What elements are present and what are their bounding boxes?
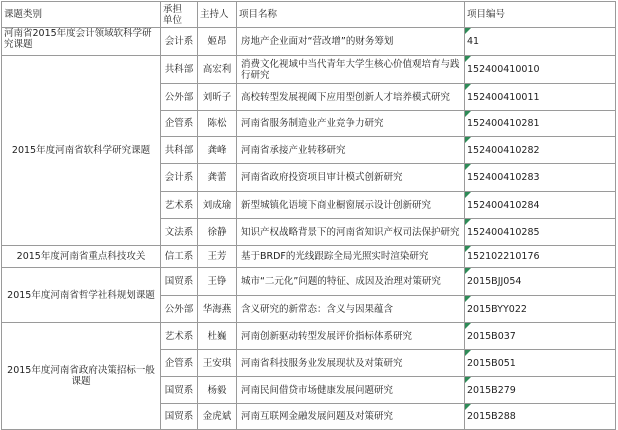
code-cell: 2015B037 (465, 323, 616, 350)
code-cell: 2015BJJ054 (465, 268, 616, 296)
title-cell: 河南省政府投资项目审计模式创新研究 (237, 164, 465, 192)
host-cell: 金虎斌 (198, 404, 237, 430)
table-row (2, 28, 616, 56)
code-cell: 2015B279 (465, 377, 616, 404)
host-cell: 姬昂 (198, 28, 237, 56)
host-cell: 杜巍 (198, 323, 237, 350)
unit-cell: 企管系 (161, 350, 198, 377)
category-cell: 2015年度河南省政府决策招标一般课题 (2, 323, 161, 430)
title-cell: 新型城镇化语境下商业橱窗展示设计创新研究 (237, 192, 465, 219)
unit-cell: 国贸系 (161, 268, 198, 296)
title-cell: 房地产企业面对“营改增”的财务筹划 (237, 28, 465, 56)
title-cell: 河南省承接产业转移研究 (237, 137, 465, 164)
title-cell: 河南互联网金融发展问题及对策研究 (237, 404, 465, 430)
unit-cell: 公外部 (161, 84, 198, 111)
host-cell: 华海燕 (198, 296, 237, 323)
code-cell: 2015B288 (465, 404, 616, 430)
host-cell: 龚峰 (198, 137, 237, 164)
header-code: 项目编号 (465, 2, 616, 28)
unit-cell: 共科部 (161, 56, 198, 84)
code-cell: 2015BYY022 (465, 296, 616, 323)
unit-cell: 会计系 (161, 28, 198, 56)
category-cell: 2015年度河南省哲学社科规划课题 (2, 268, 161, 323)
header-unit: 承担 单位 (161, 2, 198, 28)
title-cell: 河南省科技服务业发展现状及对策研究 (237, 350, 465, 377)
unit-cell: 会计系 (161, 164, 198, 192)
host-cell: 龚蕾 (198, 164, 237, 192)
host-cell: 高宏利 (198, 56, 237, 84)
code-cell: 152400410282 (465, 137, 616, 164)
header-row (2, 2, 616, 28)
unit-cell: 文法系 (161, 219, 198, 246)
host-cell: 刘昕子 (198, 84, 237, 111)
title-cell: 城市“二元化”问题的特征、成因及治理对策研究 (237, 268, 465, 296)
code-cell: 152400410284 (465, 192, 616, 219)
title-cell: 河南创新驱动转型发展评价指标体系研究 (237, 323, 465, 350)
code-cell: 152400410285 (465, 219, 616, 246)
title-cell: 基于BRDF的光线跟踪全局光照实时渲染研究 (237, 246, 465, 268)
table-row (2, 56, 616, 84)
title-cell: 高校转型发展视阈下应用型创新人才培养模式研究 (237, 84, 465, 111)
unit-cell: 国贸系 (161, 404, 198, 430)
unit-cell: 艺术系 (161, 192, 198, 219)
category-cell: 河南省2015年度会计领域软科学研究课题 (2, 28, 161, 56)
title-cell: 河南省服务制造业产业竞争力研究 (237, 111, 465, 137)
unit-cell: 公外部 (161, 296, 198, 323)
host-cell: 徐静 (198, 219, 237, 246)
host-cell: 王芳 (198, 246, 237, 268)
host-cell: 王安琪 (198, 350, 237, 377)
title-cell: 消费文化视域中当代青年大学生核心价值观培育与践行研究 (237, 56, 465, 84)
title-cell: 知识产权战略背景下的河南省知识产权司法保护研究 (237, 219, 465, 246)
code-cell: 41 (465, 28, 616, 56)
unit-cell: 信工系 (161, 246, 198, 268)
title-cell: 河南民间借贷市场健康发展问题研究 (237, 377, 465, 404)
code-cell: 152400410283 (465, 164, 616, 192)
unit-cell: 艺术系 (161, 323, 198, 350)
header-category: 课题类别 (2, 2, 161, 28)
host-cell: 刘成瑜 (198, 192, 237, 219)
table-row (2, 246, 616, 268)
code-cell: 152400410281 (465, 111, 616, 137)
unit-cell: 共科部 (161, 137, 198, 164)
table-row (2, 323, 616, 350)
category-cell: 2015年度河南省重点科技攻关 (2, 246, 161, 268)
unit-cell: 国贸系 (161, 377, 198, 404)
host-cell: 杨毅 (198, 377, 237, 404)
title-cell: 含义研究的新常态：含义与因果蕴含 (237, 296, 465, 323)
projects-table (1, 1, 616, 430)
code-cell: 152400410010 (465, 56, 616, 84)
code-cell: 152400410011 (465, 84, 616, 111)
host-cell: 陈松 (198, 111, 237, 137)
header-host: 主持人 (198, 2, 237, 28)
host-cell: 王铮 (198, 268, 237, 296)
code-cell: 2015B051 (465, 350, 616, 377)
table-row (2, 268, 616, 296)
header-title: 项目名称 (237, 2, 465, 28)
unit-cell: 企管系 (161, 111, 198, 137)
category-cell: 2015年度河南省软科学研究课题 (2, 56, 161, 246)
code-cell: 152102210176 (465, 246, 616, 268)
